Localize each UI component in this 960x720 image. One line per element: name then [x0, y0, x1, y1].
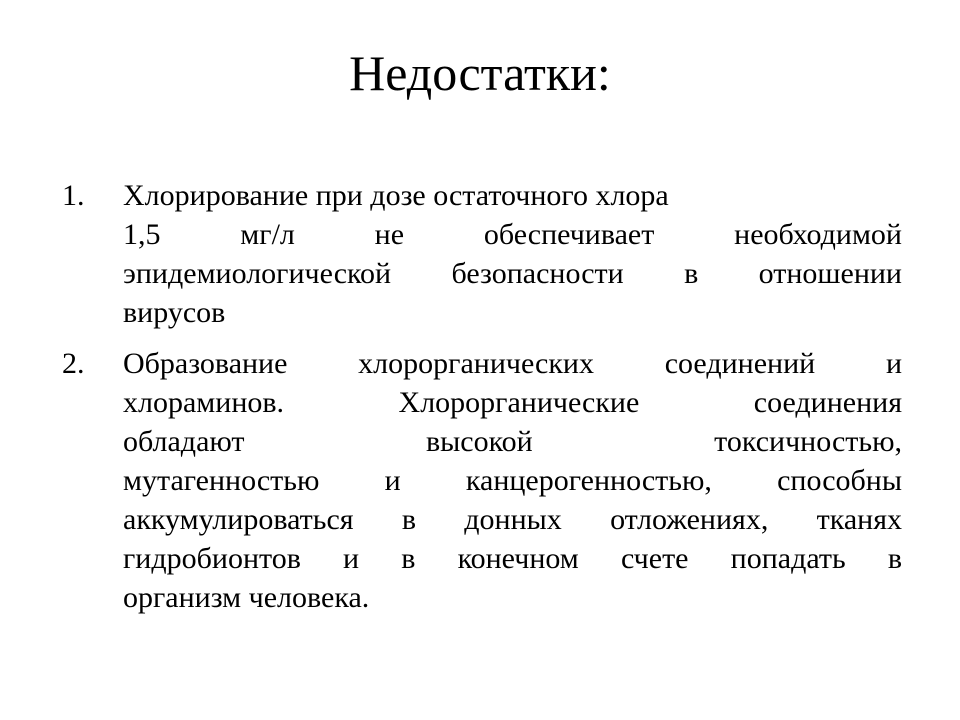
slide-title: Недостатки:: [349, 45, 611, 101]
text-line: аккумулироваться в донных отложениях, тканях: [123, 503, 902, 536]
text-line: хлораминов. Хлорорганические соединения: [123, 386, 902, 419]
text-line: вирусов: [123, 296, 226, 329]
list-number: 2.: [62, 347, 85, 380]
list-item-1: [62, 176, 902, 332]
text-line: обладают высокой токсичностью,: [123, 425, 902, 458]
text-line: Образование хлорорганических соединений и: [123, 347, 902, 380]
text-line: Хлорирование при дозе остаточного хлора: [123, 179, 669, 212]
text-line: организм человека.: [123, 581, 370, 614]
text-line: эпидемиологической безопасности в отношении: [123, 257, 902, 290]
text-line: гидробионтов и в конечном счете попадать в: [123, 542, 902, 575]
list-item-2: [62, 344, 902, 617]
text-line: мутагенностью и канцерогенностью, способны: [123, 464, 902, 497]
list-number: 1.: [62, 179, 85, 212]
text-line: 1,5 мг/л не обеспечивает необходимой: [123, 218, 902, 251]
